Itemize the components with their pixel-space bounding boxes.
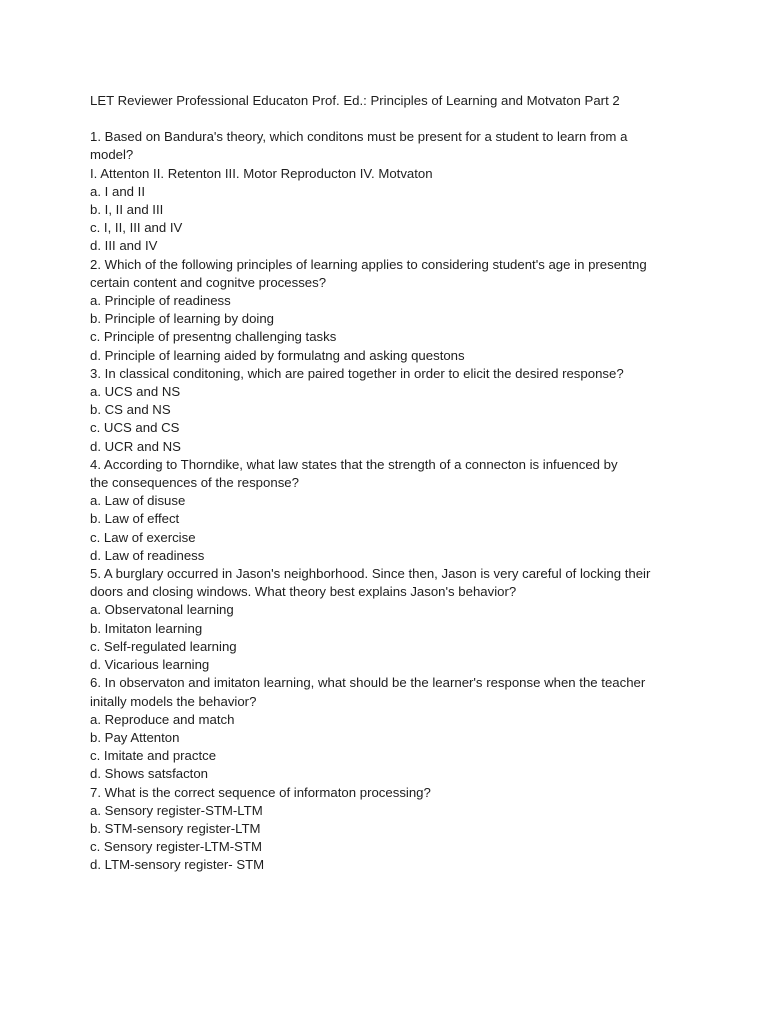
- line-33: a. Reproduce and match: [90, 711, 235, 727]
- line-11: b. Principle of learning by doing: [90, 311, 275, 327]
- line-8: 2. Which of the following principles of learning applies to considering student's age in presentng: [90, 256, 647, 272]
- line-23: c. Law of exercise: [90, 529, 196, 545]
- line-20: the consequences of the response?: [90, 475, 299, 491]
- line-38: a. Sensory register-STM-LTM: [90, 802, 263, 818]
- line-36: d. Shows satsfacton: [90, 766, 209, 782]
- line-17: c. UCS and CS: [90, 420, 180, 436]
- line-4: a. I and II: [90, 183, 145, 199]
- line-18: d. UCR and NS: [90, 438, 181, 454]
- line-34: b. Pay Attenton: [90, 729, 180, 745]
- line-12: c. Principle of presentng challenging tasks: [90, 329, 337, 345]
- line-6: c. I, II, III and IV: [90, 220, 183, 236]
- line-25: 5. A burglary occurred in Jason's neighborhood. Since then, Jason is very careful of locking their: [90, 566, 651, 582]
- line-1: 1. Based on Bandura's theory, which conditons must be present for a student to learn from a: [90, 129, 628, 145]
- line-10: a. Principle of readiness: [90, 293, 231, 309]
- line-31: 6. In observaton and imitaton learning, what should be the learner's response when the teacher: [90, 675, 646, 691]
- line-9: certain content and cognitve processes?: [90, 274, 327, 290]
- line-2: model?: [90, 147, 134, 163]
- line-35: c. Imitate and practce: [90, 748, 217, 764]
- line-7: d. III and IV: [90, 238, 158, 254]
- line-27: a. Observatonal learning: [90, 602, 234, 618]
- line-14: 3. In classical conditoning, which are paired together in order to elicit the desired response?: [90, 365, 624, 381]
- document-title: LET Reviewer Professional Educaton Prof. Ed.: Principles of Learning and Motvaton Part 2: [90, 93, 620, 108]
- line-26: doors and closing windows. What theory best explains Jason's behavior?: [90, 584, 517, 600]
- line-22: b. Law of effect: [90, 511, 180, 527]
- line-5: b. I, II and III: [90, 202, 164, 218]
- line-28: b. Imitaton learning: [90, 620, 203, 636]
- document-body: [90, 128, 730, 874]
- line-16: b. CS and NS: [90, 402, 171, 418]
- document-page: [90, 92, 730, 875]
- line-21: a. Law of disuse: [90, 493, 186, 509]
- line-32: initally models the behavior?: [90, 693, 257, 709]
- line-13: d. Principle of learning aided by formulatng and asking questons: [90, 347, 465, 363]
- line-19: 4. According to Thorndike, what law states that the strength of a connecton is infuenced by: [90, 456, 618, 472]
- line-37: 7. What is the correct sequence of informaton processing?: [90, 784, 431, 800]
- line-41: d. LTM-sensory register- STM: [90, 857, 265, 873]
- line-3: I. Attenton II. Retenton III. Motor Reproducton IV. Motvaton: [90, 165, 433, 181]
- line-24: d. Law of readiness: [90, 547, 205, 563]
- line-29: c. Self-regulated learning: [90, 638, 237, 654]
- line-30: d. Vicarious learning: [90, 657, 210, 673]
- line-40: c. Sensory register-LTM-STM: [90, 839, 262, 855]
- line-39: b. STM-sensory register-LTM: [90, 820, 261, 836]
- line-15: a. UCS and NS: [90, 384, 181, 400]
